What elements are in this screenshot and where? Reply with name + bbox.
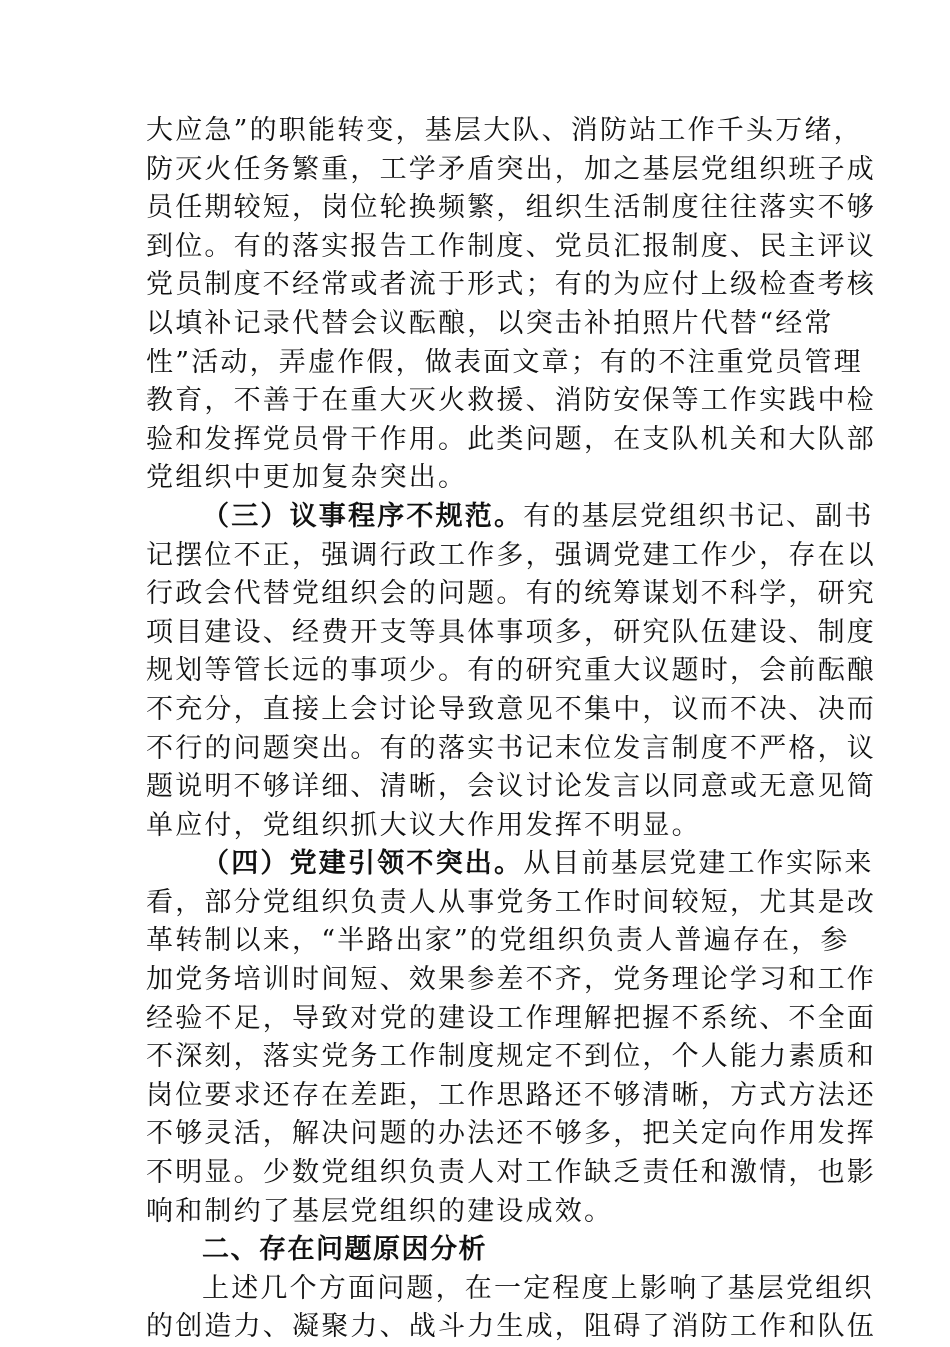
text-line: 经验不足，导致对党的建设工作理解把握不系统、不全面 bbox=[146, 1002, 876, 1034]
text-line: 不充分，直接上会讨论导致意见不集中，议而不决、决而 bbox=[146, 693, 876, 725]
text-line: 的创造力、凝聚力、战斗力生成，阻碍了消防工作和队伍 bbox=[146, 1311, 876, 1343]
text-line: 党员制度不经常或者流于形式；有的为应付上级检查考核 bbox=[146, 269, 876, 301]
paragraph-continuation bbox=[146, 112, 876, 498]
text-run: 有的基层党组织书记、副书 bbox=[523, 500, 874, 532]
subsection-heading: （四）党建引领不突出。 bbox=[202, 848, 524, 880]
text-line: 规划等管长远的事项少。有的研究重大议题时，会前酝酿 bbox=[146, 655, 876, 687]
paragraph-party-leadership bbox=[146, 845, 876, 1231]
text-line: 革转制以来，“半路出家”的党组织负责人普遍存在，参 bbox=[146, 925, 850, 957]
text-line: 教育，不善于在重大灭火救援、消防安保等工作实践中检 bbox=[146, 385, 876, 417]
text-line: 到位。有的落实报告工作制度、党员汇报制度、民主评议 bbox=[146, 230, 876, 262]
text-line: 上述几个方面问题，在一定程度上影响了基层党组织 bbox=[202, 1272, 874, 1304]
text-line: 加党务培训时间短、效果参差不齐，党务理论学习和工作 bbox=[146, 964, 876, 996]
text-line: 以填补记录代替会议酝酿，以突击补拍照片代替“经常 bbox=[146, 307, 834, 339]
text-line: 单应付，党组织抓大议大作用发挥不明显。 bbox=[146, 809, 701, 841]
text-line: 题说明不够详细、清晰，会议讨论发言以同意或无意见简 bbox=[146, 771, 876, 803]
text-line: 不行的问题突出。有的落实书记末位发言制度不严格，议 bbox=[146, 732, 876, 764]
text-line: 不明显。少数党组织负责人对工作缺乏责任和激情，也影 bbox=[146, 1157, 876, 1189]
text-line bbox=[146, 845, 874, 884]
subsection-heading: （三）议事程序不规范。 bbox=[202, 500, 524, 532]
text-line: 不够灵活，解决问题的办法还不够多，把关定向作用发挥 bbox=[146, 1118, 876, 1150]
text-line bbox=[146, 498, 874, 537]
text-line: 项目建设、经费开支等具体事项多，研究队伍建设、制度 bbox=[146, 616, 876, 648]
text-line: 防灭火任务繁重，工学矛盾突出，加之基层党组织班子成 bbox=[146, 153, 876, 185]
text-line: 员任期较短，岗位轮换频繁，组织生活制度往往落实不够 bbox=[146, 192, 876, 224]
text-line: 大应急”的职能转变，基层大队、消防站工作千头万绪， bbox=[146, 115, 863, 146]
text-line: 不深刻，落实党务工作制度规定不到位，个人能力素质和 bbox=[146, 1041, 876, 1073]
section-heading: 二、存在问题原因分析 bbox=[202, 1234, 487, 1266]
text-run: 从目前基层党建工作实际来 bbox=[523, 848, 874, 880]
document-page bbox=[146, 112, 876, 1347]
text-line: 党组织中更加复杂突出。 bbox=[146, 462, 468, 494]
text-line: 记摆位不正，强调行政工作多，强调党建工作少，存在以 bbox=[146, 539, 876, 571]
paragraph-cause-analysis bbox=[146, 1270, 876, 1347]
text-line: 验和发挥党员骨干作用。此类问题，在支队机关和大队部 bbox=[146, 423, 876, 455]
text-line: 行政会代替党组织会的问题。有的统筹谋划不科学，研究 bbox=[146, 578, 876, 610]
paragraph-agenda-procedure bbox=[146, 498, 876, 845]
text-line: 性”活动，弄虚作假，做表面文章；有的不注重党员管理 bbox=[146, 346, 863, 378]
text-line: 岗位要求还存在差距，工作思路还不够清晰，方式方法还 bbox=[146, 1079, 876, 1111]
text-line: 看，部分党组织负责人从事党务工作时间较短，尤其是改 bbox=[146, 886, 876, 918]
text-line: 响和制约了基层党组织的建设成效。 bbox=[146, 1195, 614, 1227]
